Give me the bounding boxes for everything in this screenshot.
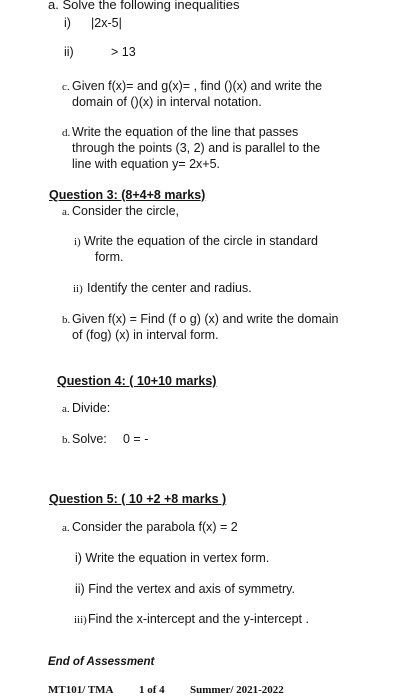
- q3-a-label: a.: [62, 206, 70, 218]
- part-d-label: d.: [62, 127, 71, 139]
- q4-a-label: a.: [62, 403, 70, 415]
- q4-b-text: Solve:: [72, 432, 107, 446]
- part-a-heading: a. Solve the following inequalities: [48, 0, 240, 12]
- q4-b-label: b.: [62, 434, 71, 446]
- part-c-line2: domain of ()(x) in interval notation.: [72, 95, 262, 109]
- q3-i-line2: form.: [95, 250, 124, 264]
- part-a-i-label: i): [64, 16, 71, 30]
- q3-i-label: i): [74, 236, 81, 248]
- part-d-line1: Write the equation of the line that passes: [72, 125, 299, 139]
- footer-course: MT101/ TMA: [48, 684, 114, 696]
- q5-iii-text: Find the x-intercept and the y-intercept .: [88, 612, 309, 626]
- q3-b-label: b.: [62, 314, 71, 326]
- part-d-line3: line with equation y= 2x+5.: [72, 157, 221, 171]
- part-c-label: c.: [62, 81, 70, 93]
- q5-a-text: Consider the parabola f(x) = 2: [72, 520, 238, 534]
- question-3-title: Question 3: (8+4+8 marks): [49, 188, 206, 202]
- q3-i-line1: Write the equation of the circle in standard: [84, 234, 318, 248]
- question-5-title: Question 5: ( 10 +2 +8 marks ): [49, 492, 227, 506]
- q5-iii-label: iii): [74, 614, 87, 626]
- q3-b-line2: of (fog) (x) in interval form.: [72, 328, 219, 342]
- q5-a-label: a.: [62, 522, 70, 534]
- q4-a-text: Divide:: [72, 401, 111, 415]
- part-c-line1: Given f(x)= and g(x)= , find ()(x) and write the: [72, 79, 323, 93]
- q3-ii-text: Identify the center and radius.: [87, 281, 252, 295]
- part-d-line2: through the points (3, 2) and is parallel to the: [72, 141, 321, 155]
- q3-a-text: Consider the circle,: [72, 204, 179, 218]
- q5-i-text: i) Write the equation in vertex form.: [75, 551, 270, 565]
- q5-ii-text: ii) Find the vertex and axis of symmetry.: [75, 582, 295, 596]
- part-a-ii-label: ii): [64, 45, 74, 59]
- footer-term: Summer/ 2021-2022: [190, 684, 284, 696]
- footer-page-number: 1 of 4: [139, 684, 165, 696]
- part-a-i-text: |2x-5|: [91, 16, 122, 30]
- q4-b-equation: 0 = -: [123, 432, 149, 446]
- question-4-title: Question 4: ( 10+10 marks): [57, 374, 217, 388]
- q3-b-line1: Given f(x) = Find (f o g) (x) and write the domain: [72, 312, 339, 326]
- part-a-ii-text: > 13: [111, 45, 136, 59]
- end-of-assessment: End of Assessment: [48, 656, 155, 668]
- q3-ii-label: ii): [73, 283, 83, 295]
